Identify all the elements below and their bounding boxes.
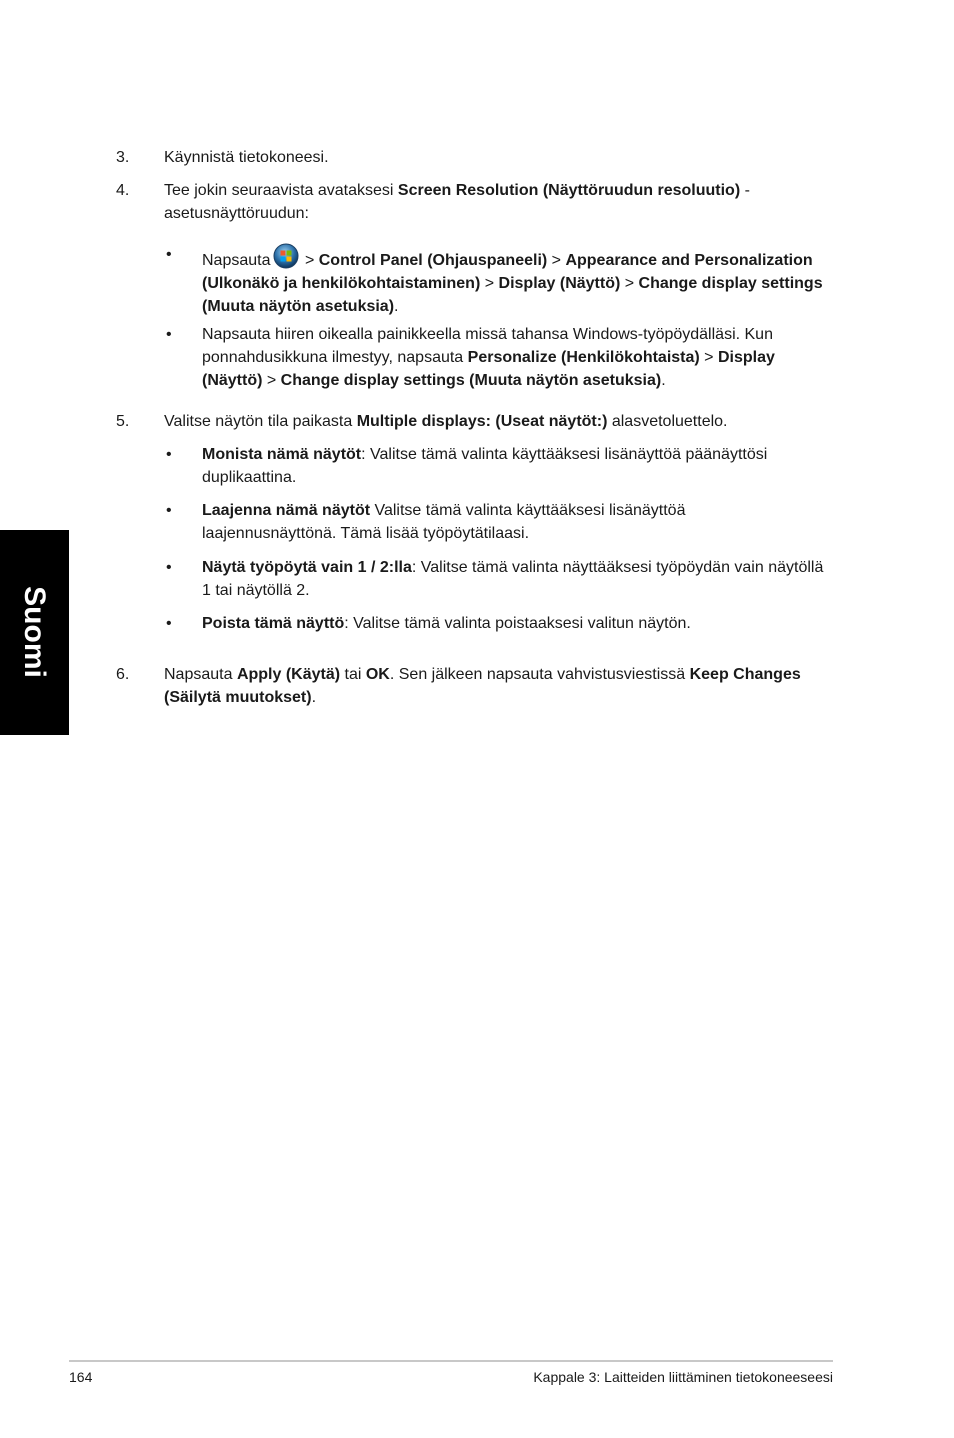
bullet: •: [166, 246, 172, 263]
step-number: 6.: [116, 666, 130, 683]
bullet: •: [166, 326, 172, 343]
step-4-bullet-1: Napsauta > Control Panel (Ohjauspaneeli) > Appearance and Personalization (Ulkonäkö ja henkilökohtaistaminen) > Display (Näyttö) > Change display settings (Muuta näytön asetuksia).: [202, 243, 832, 318]
step-number: 5.: [116, 413, 130, 430]
page-number: 164: [69, 1369, 93, 1385]
bullet: •: [166, 446, 172, 463]
step-4-text: Tee jokin seuraavista avataksesi Screen Resolution (Näyttöruudun resoluutio) -asetusnäyttöruudun:: [164, 182, 750, 222]
language-tab-label: Suomi: [18, 586, 51, 678]
step-5-option-extend: Laajenna nämä näytöt Valitse tämä valinta käyttääksesi lisänäyttöä laajennusnäyttönä. Tämä lisää työpöytätilaasi.: [202, 502, 686, 542]
bullet: •: [166, 559, 172, 576]
screen-resolution-term: Screen Resolution (Näyttöruudun resoluutio): [397, 182, 741, 199]
step-4-bullet-2: Napsauta hiiren oikealla painikkeella missä tahansa Windows-työpöydälläsi. Kun ponnahdusikkuna ilmestyy, napsauta Personalize (Henkilökohtaista) > Display (Näyttö) > Change display settings (Muuta näytön asetuksia).: [202, 326, 775, 389]
bullet: •: [166, 615, 172, 632]
step-5-option-duplicate: Monista nämä näytöt: Valitse tämä valinta käyttääksesi lisänäyttöä päänäyttösi duplikaattina.: [202, 446, 768, 486]
step-5-option-remove: Poista tämä näyttö: Valitse tämä valinta poistaaksesi valitun näytön.: [202, 615, 691, 632]
footer-divider: [69, 1360, 833, 1362]
chapter-title: Kappale 3: Laitteiden liittäminen tietokoneeseesi: [533, 1369, 833, 1385]
step-3-text: Käynnistä tietokoneesi.: [164, 149, 329, 166]
multiple-displays-term: Multiple displays: (Useat näytöt:): [356, 413, 608, 430]
step-5-text: Valitse näytön tila paikasta Multiple displays: (Useat näytöt:) alasvetoluettelo.: [164, 413, 728, 430]
step-number: 3.: [116, 149, 130, 166]
bullet: •: [166, 502, 172, 519]
step-number: 4.: [116, 182, 130, 199]
step-6-text: Napsauta Apply (Käytä) tai OK. Sen jälkeen napsauta vahvistusviestissä Keep Changes (Säilytä muutokset).: [164, 666, 801, 706]
step-5-option-show-only: Näytä työpöytä vain 1 / 2:lla: Valitse tämä valinta näyttääksesi työpöydän vain näytöllä 1 tai näytöllä 2.: [202, 559, 824, 599]
windows-start-orb-icon: [273, 243, 299, 269]
language-side-tab: [0, 530, 69, 735]
